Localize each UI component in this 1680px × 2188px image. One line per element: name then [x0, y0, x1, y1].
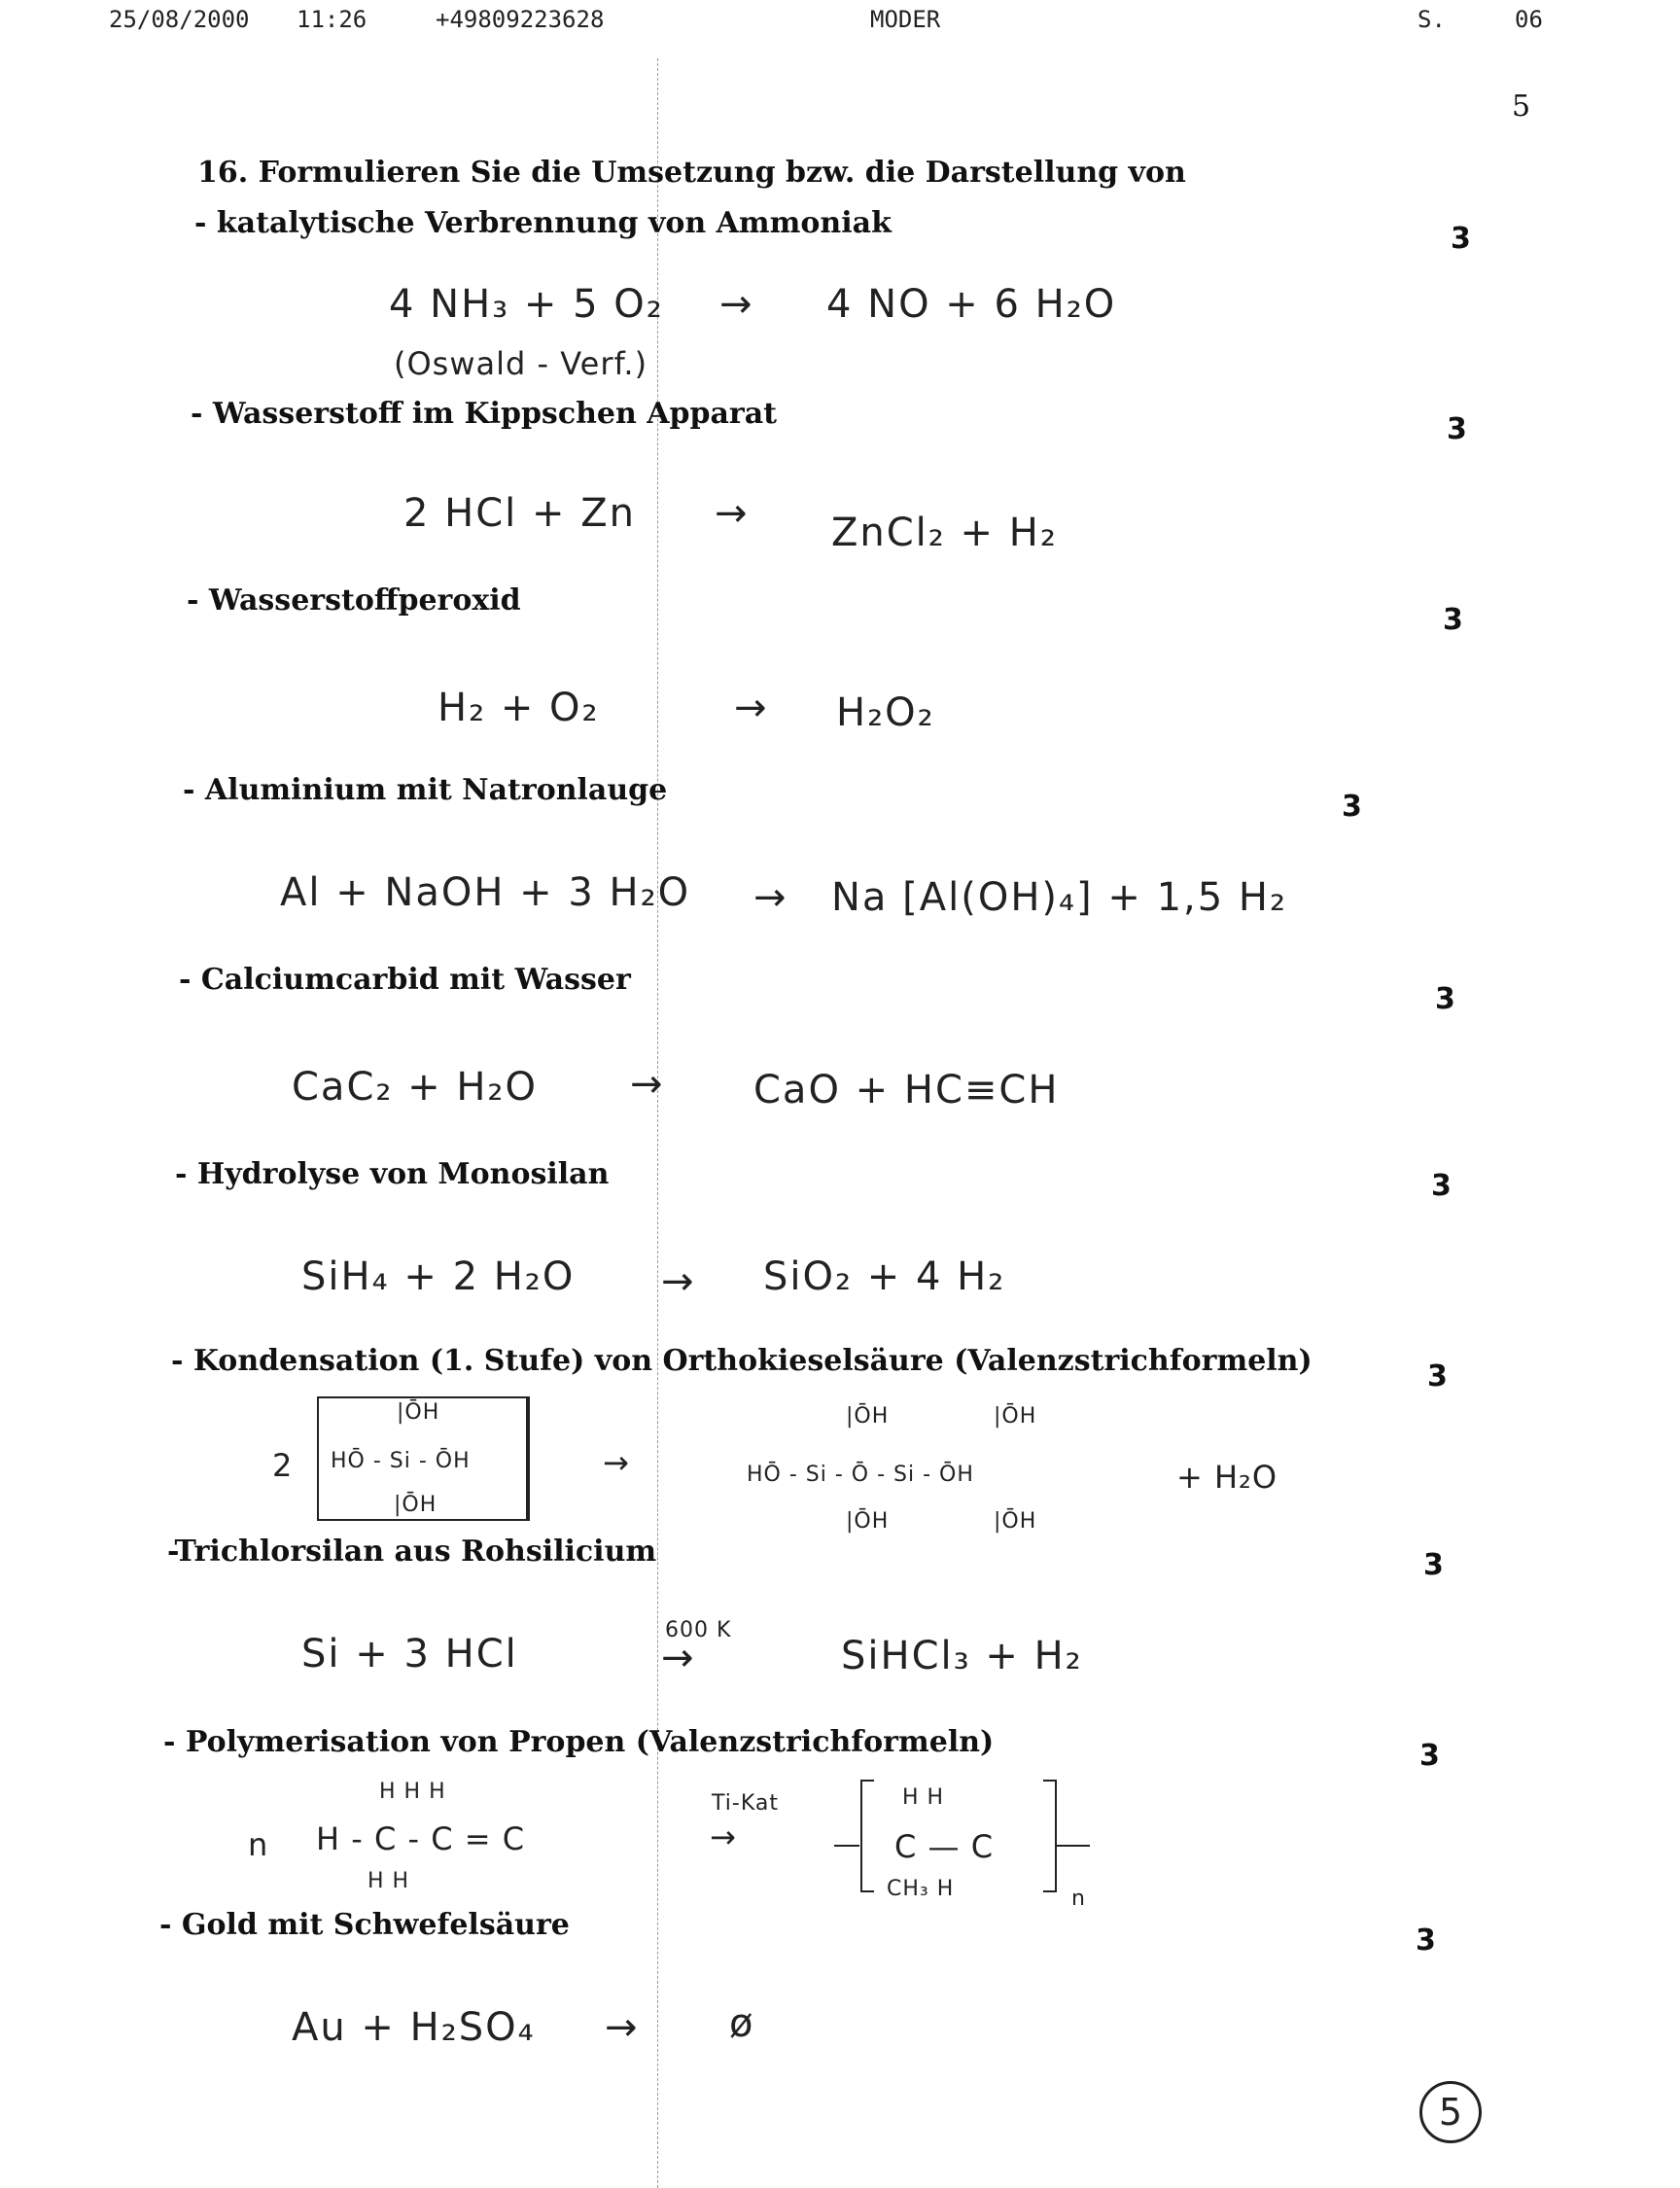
fax-sender: MODER: [870, 6, 941, 33]
fax-time: 11:26: [297, 6, 368, 33]
points-carbide: 3: [1435, 982, 1455, 1016]
equation-lhs-monosilane: SiH₄ + 2 H₂O: [301, 1254, 576, 1299]
byproduct-water: + H₂O: [1176, 1459, 1278, 1496]
task-label-kipp: - Wasserstoff im Kippschen Apparat: [191, 397, 778, 431]
arrow-aluminium: →: [753, 875, 788, 920]
points-kipp: 3: [1447, 412, 1467, 446]
equation-rhs-ammonia: 4 NO + 6 H₂O: [826, 282, 1117, 327]
arrow-kipp: →: [715, 491, 750, 536]
arrow-carbide: →: [630, 1062, 665, 1107]
fax-phone: +49809223628: [436, 6, 605, 33]
equation-rhs-aluminium: Na [Al(OH)₄] + 1,5 H₂: [831, 875, 1288, 920]
points-condensation: 3: [1427, 1359, 1448, 1394]
polymer-n: n: [1071, 1887, 1086, 1911]
polymer-bond-left: [834, 1845, 859, 1847]
arrow-gold: →: [605, 2005, 640, 2050]
task-label-polymerisation: - Polymerisation von Propen (Valenzstrichformeln): [163, 1725, 995, 1759]
task-label-monosilane: - Hydrolyse von Monosilan: [175, 1157, 610, 1191]
fax-header: [0, 4, 1680, 37]
equation-lhs-kipp: 2 HCl + Zn: [403, 491, 636, 536]
arrow-condensation: →: [603, 1444, 630, 1481]
arrow-trichlorosilane: →: [661, 1636, 696, 1680]
dimer-bottom-oh-2: |ŌH: [994, 1509, 1037, 1534]
equation-rhs-trichlorosilane: SiHCl₃ + H₂: [841, 1634, 1083, 1678]
task-label-trichlorosilane: -Trichlorsilan aus Rohsilicium: [167, 1535, 657, 1569]
coefficient-n: n: [248, 1826, 269, 1863]
fax-page-prefix: S.: [1418, 6, 1446, 33]
polymer-bottom: CH₃ H: [887, 1877, 955, 1901]
dimer-middle: HŌ - Si - Ō - Si - ŌH: [747, 1463, 974, 1487]
monomer-middle: HŌ - Si - ŌH: [331, 1449, 471, 1473]
monomer-middle-propene: H - C - C = C: [316, 1820, 526, 1857]
catalyst-label: Ti-Kat: [712, 1791, 779, 1816]
arrow-monosilane: →: [661, 1259, 696, 1304]
dimer-top-oh-1: |ŌH: [846, 1404, 890, 1429]
points-trichlorosilane: 3: [1423, 1548, 1444, 1582]
equation-lhs-carbide: CaC₂ + H₂O: [292, 1065, 538, 1110]
question-text: Formulieren Sie die Umsetzung bzw. die Darstellung von: [258, 156, 1186, 190]
points-peroxide: 3: [1443, 603, 1463, 637]
equation-rhs-carbide: CaO + HC≡CH: [753, 1068, 1060, 1112]
dimer-top-oh-2: |ŌH: [994, 1404, 1037, 1429]
points-aluminium: 3: [1342, 790, 1362, 824]
points-monosilane: 3: [1431, 1169, 1452, 1203]
task-label-aluminium: - Aluminium mit Natronlauge: [183, 773, 668, 807]
note-ostwald: (Oswald - Verf.): [394, 345, 648, 382]
polymer-middle: C — C: [894, 1828, 995, 1865]
equation-lhs-trichlorosilane: Si + 3 HCl: [301, 1632, 518, 1676]
points-gold: 3: [1416, 1923, 1436, 1958]
monomer-top: H H H: [379, 1780, 446, 1804]
arrow-ammonia: →: [719, 282, 754, 327]
equation-rhs-kipp: ZnCl₂ + H₂: [831, 511, 1058, 555]
task-label-peroxide: - Wasserstoffperoxid: [187, 583, 521, 618]
coefficient-condensation: 2: [272, 1447, 294, 1484]
polymer-bracket-right: [1043, 1780, 1057, 1892]
arrow-peroxide: →: [734, 686, 769, 730]
points-ammonia: 3: [1451, 222, 1471, 256]
equation-rhs-peroxide: H₂O₂: [836, 690, 935, 735]
polymer-bracket-left: [860, 1780, 874, 1892]
equation-lhs-peroxide: H₂ + O₂: [438, 686, 600, 730]
equation-rhs-gold: ø: [729, 2001, 755, 2046]
condition-temperature: 600 K: [665, 1618, 732, 1642]
fax-page-number: 06: [1515, 6, 1543, 33]
polymer-bond-right: [1055, 1845, 1090, 1847]
task-label-ammonia: - katalytische Verbrennung von Ammoniak: [194, 206, 892, 240]
points-polymerisation: 3: [1419, 1739, 1440, 1773]
circled-score: 5: [1419, 2081, 1482, 2143]
page-number: 5: [1512, 89, 1531, 124]
equation-lhs-gold: Au + H₂SO₄: [292, 2005, 536, 2050]
fold-line: [657, 58, 658, 2188]
equation-lhs-aluminium: Al + NaOH + 3 H₂O: [280, 870, 691, 915]
polymer-top: H H: [902, 1785, 945, 1810]
task-label-gold: - Gold mit Schwefelsäure: [159, 1908, 570, 1942]
fax-date: 25/08/2000: [109, 6, 250, 33]
monomer-top-oh: |ŌH: [397, 1400, 440, 1425]
task-label-condensation: - Kondensation (1. Stufe) von Orthokieselsäure (Valenzstrichformeln): [171, 1344, 1312, 1378]
question-number: 16.: [197, 156, 249, 190]
monomer-bottom-oh: |ŌH: [394, 1493, 438, 1517]
dimer-bottom-oh-1: |ŌH: [846, 1509, 890, 1534]
arrow-polymerisation: →: [710, 1818, 737, 1855]
monomer-bottom: H H: [368, 1869, 410, 1893]
equation-lhs-ammonia: 4 NH₃ + 5 O₂: [389, 282, 664, 327]
question-title: [197, 156, 1186, 190]
task-label-carbide: - Calciumcarbid mit Wasser: [179, 963, 631, 997]
equation-rhs-monosilane: SiO₂ + 4 H₂: [763, 1254, 1006, 1299]
